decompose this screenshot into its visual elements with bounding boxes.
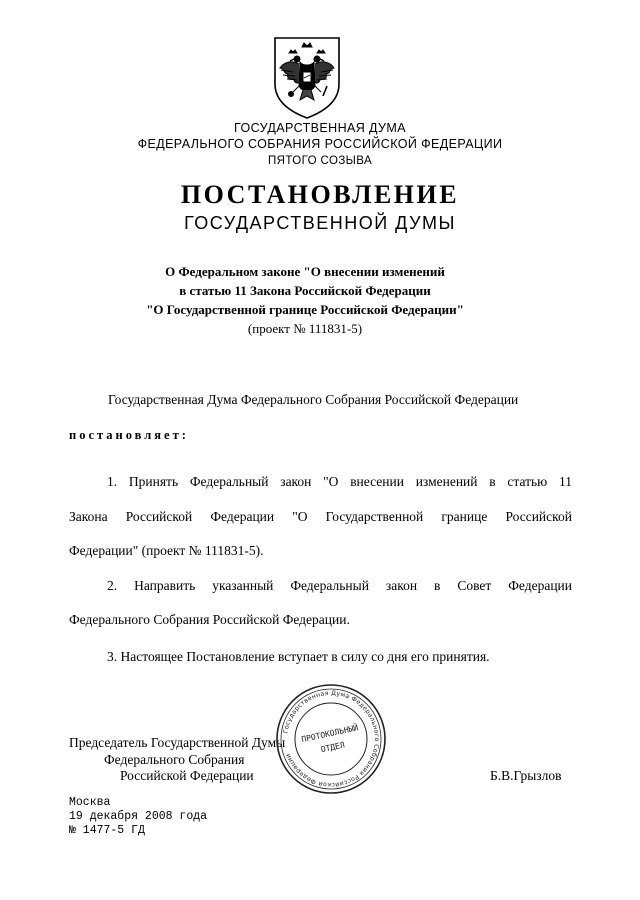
double-headed-eagle-emblem-icon [269,34,345,120]
signature-title-line1: Председатель Государственной Думы [69,735,286,750]
item2-line1: 2. Направить указанный Федеральный закон в Совет Федерации [107,578,572,593]
svg-text:Государственная Дума Федеральн [282,690,380,789]
item3: 3. Настоящее Постановление вступает в силу со дня его принятия. [107,649,490,664]
footer-date: 19 декабря 2008 года [69,810,208,823]
signature-title-line2: Федерального Собрания [104,752,245,767]
law-title-line1: О Федеральном законе "О внесении изменений [165,264,445,279]
law-title-line3: "О Государственной границе Российской Федерации" [146,302,464,317]
item1-line3: Федерации" (проект № 111831-5). [69,543,264,558]
intro-paragraph: Государственная Дума Федерального Собрания Российской Федерации [108,392,519,407]
official-stamp-seal [274,682,388,796]
footer-number: № 1477-5 ГД [69,824,145,837]
law-title-line2: в статью 11 Закона Российской Федерации [179,283,431,298]
document-subtitle: ГОСУДАРСТВЕННОЙ ДУМЫ [184,213,456,233]
signature-title-line3: Российской Федерации [120,768,254,783]
stamp-inner-line2: ОТДЕЛ [320,740,346,755]
header-federal-assembly: ФЕДЕРАЛЬНОГО СОБРАНИЯ РОССИЙСКОЙ ФЕДЕРАЦИИ [137,137,503,151]
stamp-inner-line1: ПРОТОКОЛЬНЫЙ [300,723,360,745]
header-duma: ГОСУДАРСТВЕННАЯ ДУМА [234,121,406,135]
stamp-outer-text: Государственная Дума Федерального Собрания Российской Федерации [282,689,381,789]
document-title: ПОСТАНОВЛЕНИЕ [180,180,460,209]
decree-word: постановляет: [69,428,189,442]
item1-line2: Закона Российской Федерации "О Государственной границе Российской [69,509,572,524]
item1-line1: 1. Принять Федеральный закон "О внесении изменений в статью 11 [107,474,572,489]
item2-line2: Федерального Собрания Российской Федерации. [69,612,350,627]
header-convocation: ПЯТОГО СОЗЫВА [267,155,373,167]
footer-city: Москва [69,796,111,809]
signer-name: Б.В.Грызлов [490,768,562,783]
law-project-number: (проект № 111831-5) [247,321,363,336]
